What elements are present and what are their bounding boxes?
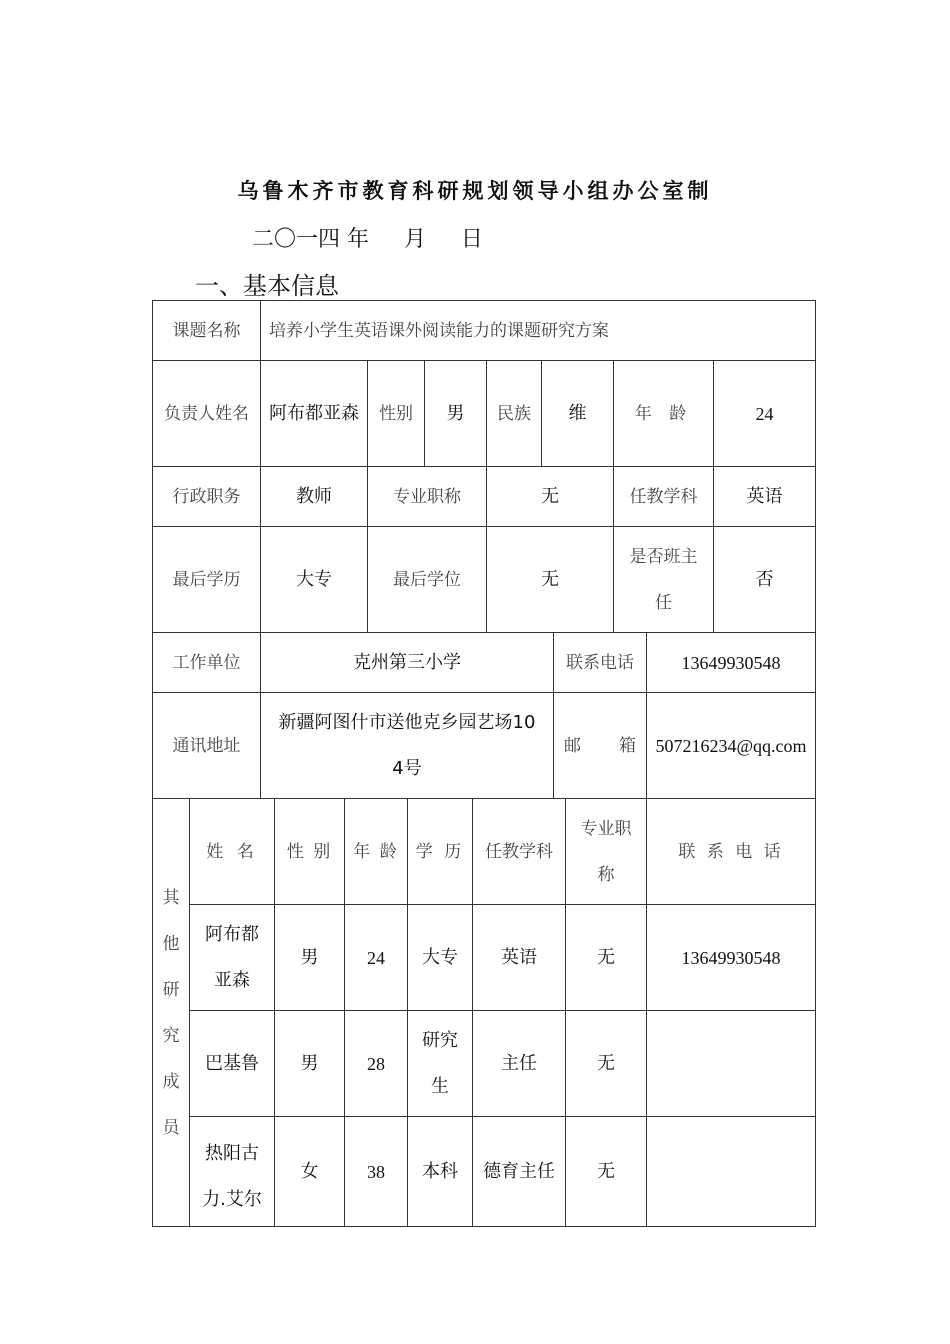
member-phone: 13649930548 [647,905,816,1011]
teaching-subject-value: 英语 [714,467,816,527]
professional-title-value: 无 [487,467,614,527]
member-header-age-text: 年 龄 [353,841,399,862]
last-education-label: 最后学历 [153,527,261,633]
basic-info-table [152,300,816,633]
member-gender: 男 [275,905,345,1011]
table-row [153,905,816,1011]
last-degree-value: 无 [487,527,614,633]
admin-position-value: 教师 [261,467,368,527]
age-value: 24 [714,361,816,467]
contact-phone-label: 联系电话 [554,633,647,693]
address-label: 通讯地址 [153,693,261,799]
office-title: 乌鲁木齐市教育科研规划领导小组办公室制 [237,179,713,203]
leader-name-value: 阿布都亚森 [261,361,368,467]
other-members-char: 成 [162,1071,180,1092]
table-row [153,1117,816,1227]
other-members-char: 员 [162,1117,180,1138]
work-unit-label: 工作单位 [153,633,261,693]
member-subject: 德育主任 [473,1117,566,1227]
date-line: 二〇一四 年 月 日 [252,227,483,252]
member-header-age [345,799,408,905]
member-phone [647,1117,816,1227]
member-header-gender [275,799,345,905]
member-header-phone-text: 联 系 电 话 [678,841,784,862]
member-title: 无 [566,1117,647,1227]
other-members-char: 其 [162,887,180,908]
member-education: 本科 [408,1117,473,1227]
member-gender: 女 [275,1117,345,1227]
member-header-name-text: 姓 名 [206,841,258,862]
age-label [614,361,714,467]
ethnicity-label: 民族 [487,361,542,467]
member-age: 24 [345,905,408,1011]
email-label: 邮 箱 [554,693,647,799]
member-education: 研究生 [408,1011,473,1117]
member-header-subject: 任教学科 [473,799,566,905]
members-table [152,798,816,1227]
leader-name-label: 负责人姓名 [153,361,261,467]
head-teacher-label: 是否班主任 [614,527,714,633]
member-title: 无 [566,1011,647,1117]
member-name: 巴基鲁 [190,1011,275,1117]
member-name: 热阳古力.艾尔 [190,1117,275,1227]
ethnicity-value: 维 [542,361,614,467]
member-title: 无 [566,905,647,1011]
email-value: 507216234@qq.com [647,693,816,799]
last-education-value: 大专 [261,527,368,633]
member-gender: 男 [275,1011,345,1117]
member-name: 阿布都亚森 [190,905,275,1011]
contact-phone-value: 13649930548 [647,633,816,693]
member-education: 大专 [408,905,473,1011]
member-age: 38 [345,1117,408,1227]
member-header-name [190,799,275,905]
age-label-text: 年 龄 [634,403,693,424]
member-header-gender-text: 性 别 [286,841,333,862]
section-title: 一、基本信息 [195,272,339,300]
member-phone [647,1011,816,1117]
member-age: 28 [345,1011,408,1117]
other-members-char: 究 [162,1025,180,1046]
member-header-phone [647,799,816,905]
address-value: 新疆阿图什市送他克乡园艺场104号 [261,693,554,799]
other-members-char: 他 [162,933,180,954]
other-members-char: 研 [162,979,180,1000]
head-teacher-value: 否 [714,527,816,633]
last-degree-label: 最后学位 [368,527,487,633]
gender-label: 性别 [368,361,425,467]
table-row [153,1011,816,1117]
topic-name-label: 课题名称 [153,301,261,361]
teaching-subject-label: 任教学科 [614,467,714,527]
professional-title-label: 专业职称 [368,467,487,527]
member-subject: 主任 [473,1011,566,1117]
work-unit-value: 克州第三小学 [261,633,554,693]
member-header-education-text: 学 历 [415,841,465,862]
other-members-label [153,799,190,1227]
admin-position-label: 行政职务 [153,467,261,527]
member-header-education [408,799,473,905]
member-subject: 英语 [473,905,566,1011]
gender-value: 男 [425,361,487,467]
member-header-title: 专业职称 [566,799,647,905]
contact-info-table [152,632,816,799]
topic-name-value: 培养小学生英语课外阅读能力的课题研究方案 [261,301,816,361]
